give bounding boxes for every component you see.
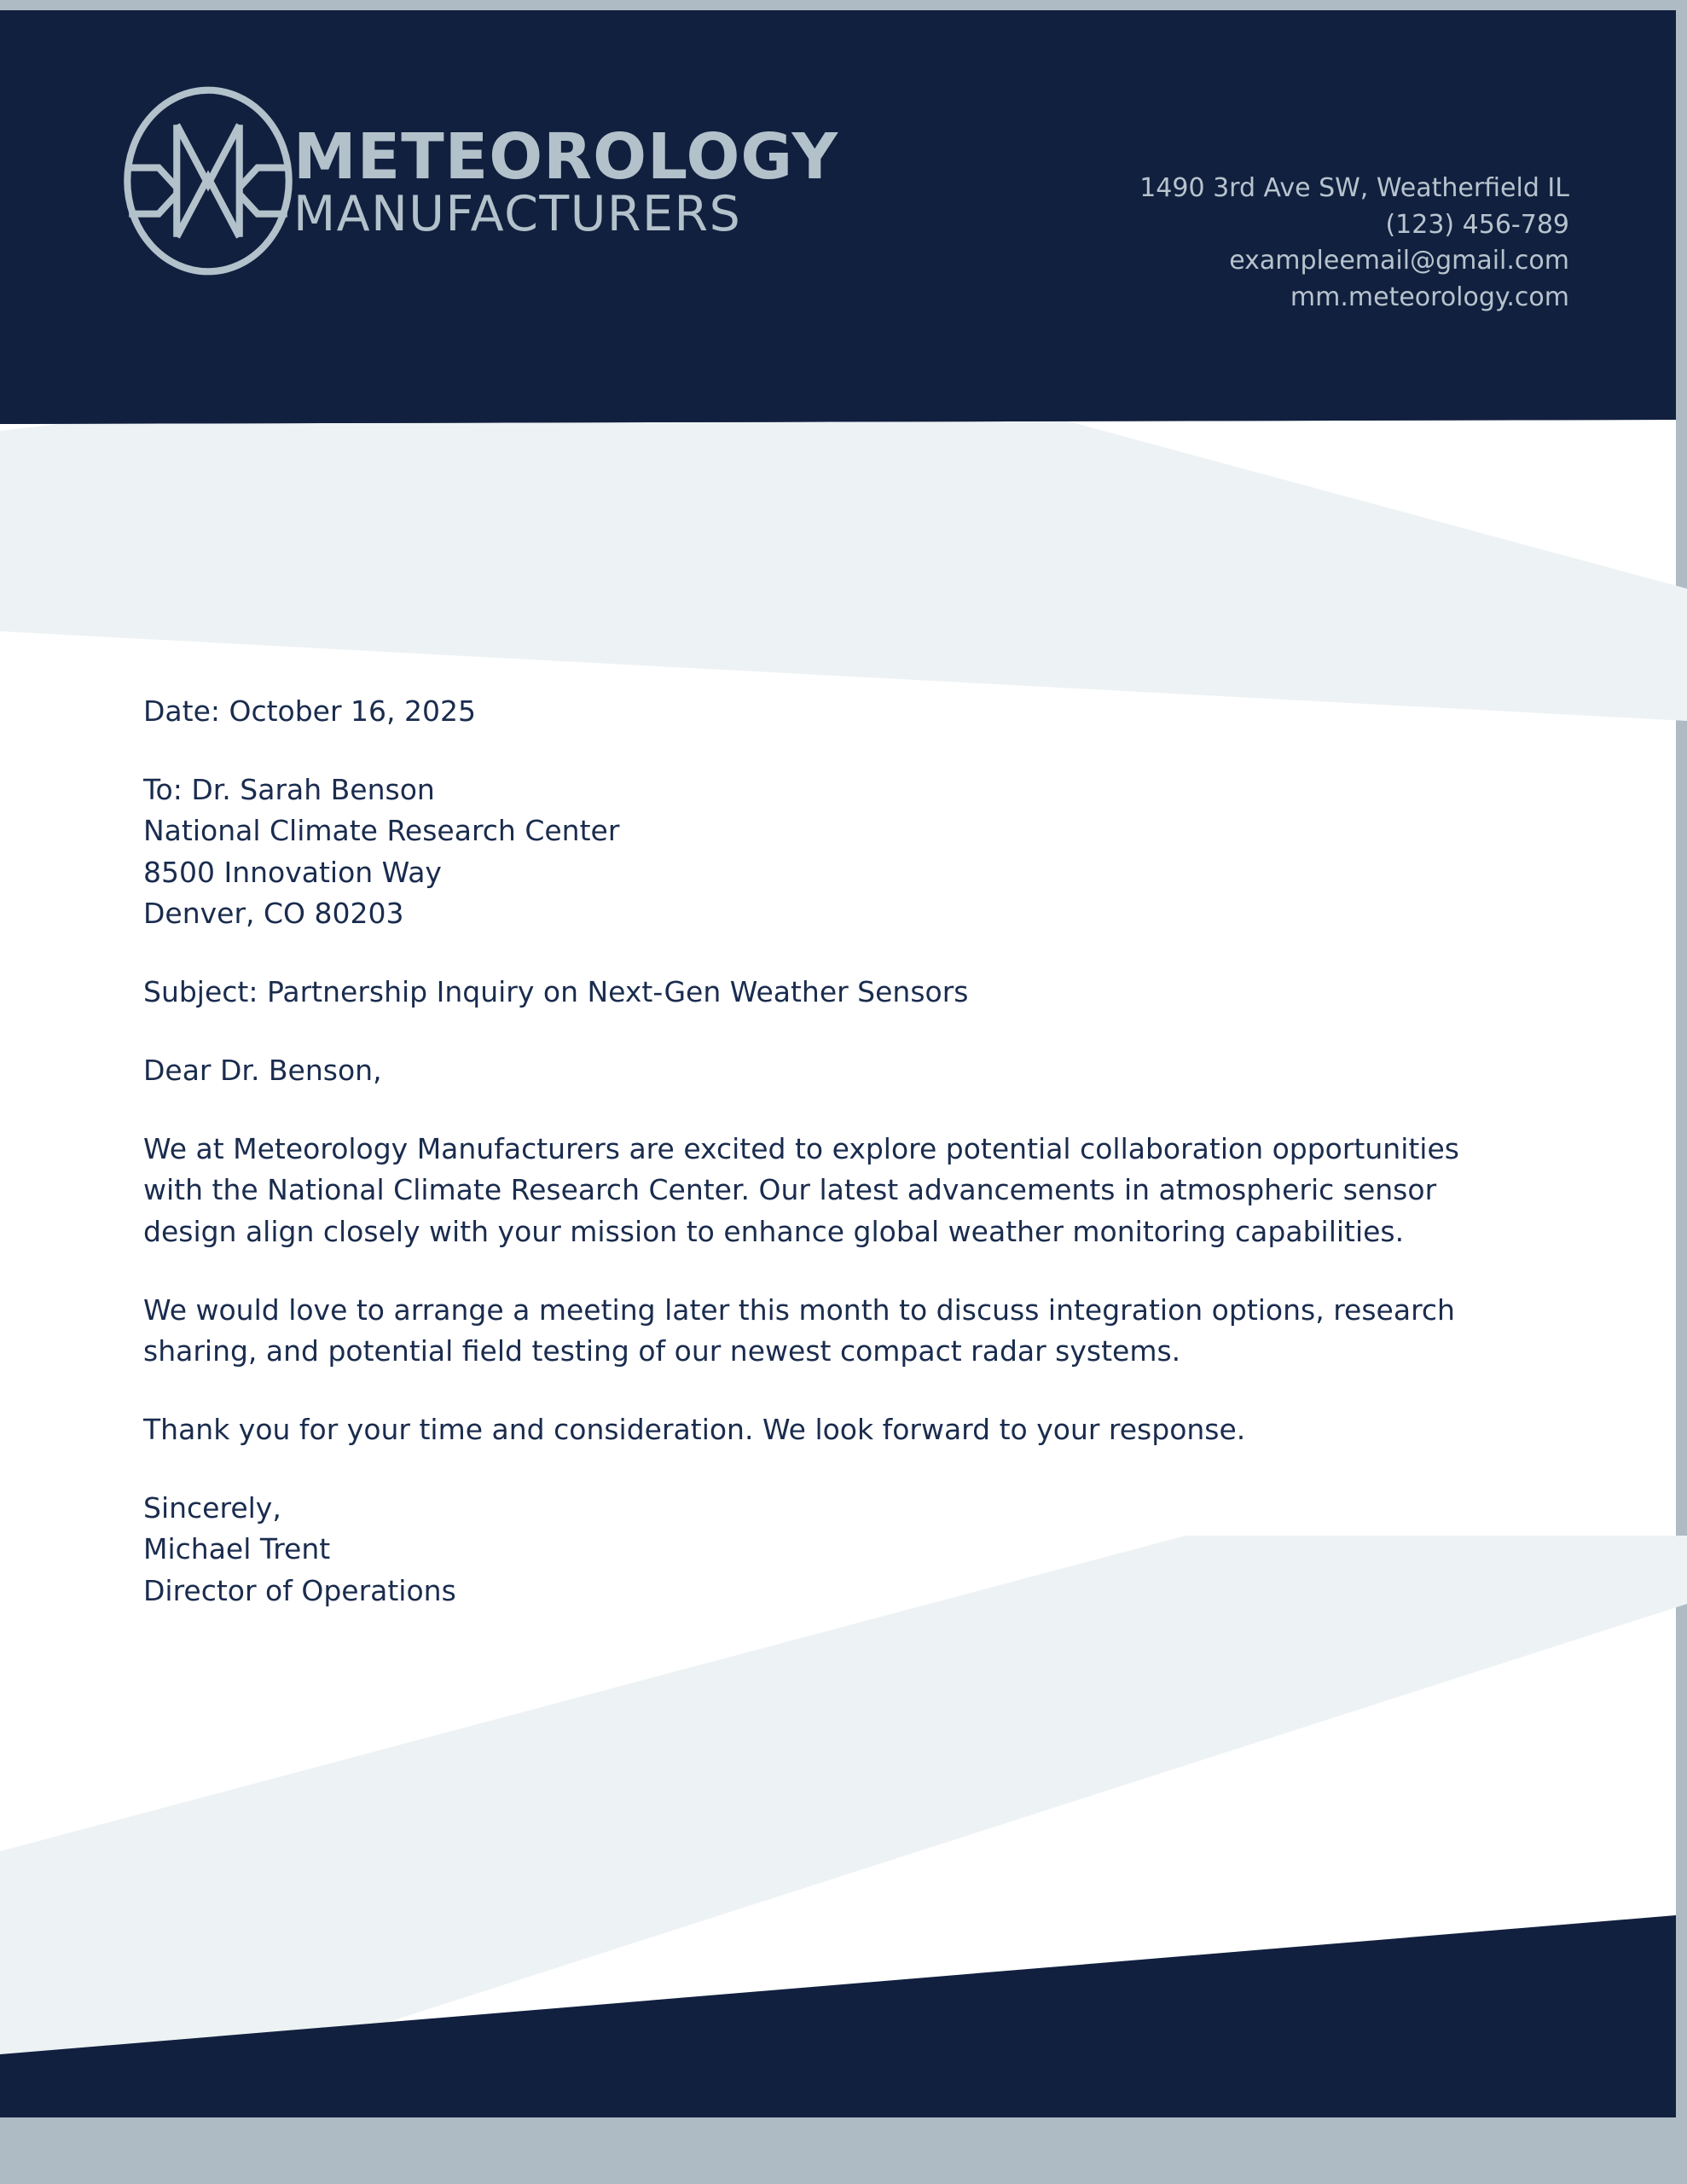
- recipient-organization: National Climate Research Center: [143, 814, 620, 848]
- recipient-city-state-zip: Denver, CO 80203: [143, 896, 404, 930]
- contact-phone[interactable]: (123) 456-789: [1385, 209, 1569, 240]
- brand-name-primary: METEOROLOGY: [293, 120, 839, 195]
- recipient-street: 8500 Innovation Way: [143, 855, 442, 889]
- letter-date-block: [143, 691, 1461, 732]
- letter-content: [143, 691, 1461, 1612]
- letter-paragraph-2: We would love to arrange a meeting later this month to discuss integration options, research sharing, and potential field testing of our newest compact radar systems.: [143, 1292, 1455, 1368]
- letter-recipient-block: [143, 770, 1461, 934]
- letter-signature-block: [143, 1488, 1461, 1612]
- signer-title: Director of Operations: [143, 1573, 456, 1607]
- brand-logo: [109, 82, 838, 280]
- letter-salutation-block: [143, 1050, 1461, 1091]
- letterhead-header: [0, 0, 1687, 418]
- letter-date: Date: October 16, 2025: [143, 694, 476, 728]
- letter-paragraph-1: We at Meteorology Manufacturers are excited to explore potential collaboration opportunities with the National Climate Research Center. Our latest advancements in atmospheric sensor design align closely with your mission to enhance global weather monitoring capabilities.: [143, 1132, 1459, 1248]
- brand-name-secondary: MANUFACTURERS: [293, 185, 742, 242]
- letter-paragraph-3: Thank you for your time and consideration. We look forward to your response.: [143, 1413, 1246, 1447]
- recipient-name: To: Dr. Sarah Benson: [143, 773, 435, 807]
- letter-subject: Subject: Partnership Inquiry on Next-Gen Weather Sensors: [143, 974, 969, 1008]
- brand-wordmark: [293, 120, 839, 242]
- letter-salutation: Dear Dr. Benson,: [143, 1054, 382, 1088]
- contact-website[interactable]: mm.meteorology.com: [1290, 282, 1569, 312]
- letter-subject-block: [143, 972, 1461, 1013]
- meteorology-compass-logo-icon: [109, 82, 307, 280]
- contact-email[interactable]: exampleemail@gmail.com: [1229, 246, 1569, 276]
- contact-address: 1490 3rd Ave SW, Weatherfield IL: [1139, 173, 1569, 203]
- contact-info: [1139, 171, 1569, 316]
- closing-salutation: Sincerely,: [143, 1491, 281, 1525]
- signer-name: Michael Trent: [143, 1532, 331, 1566]
